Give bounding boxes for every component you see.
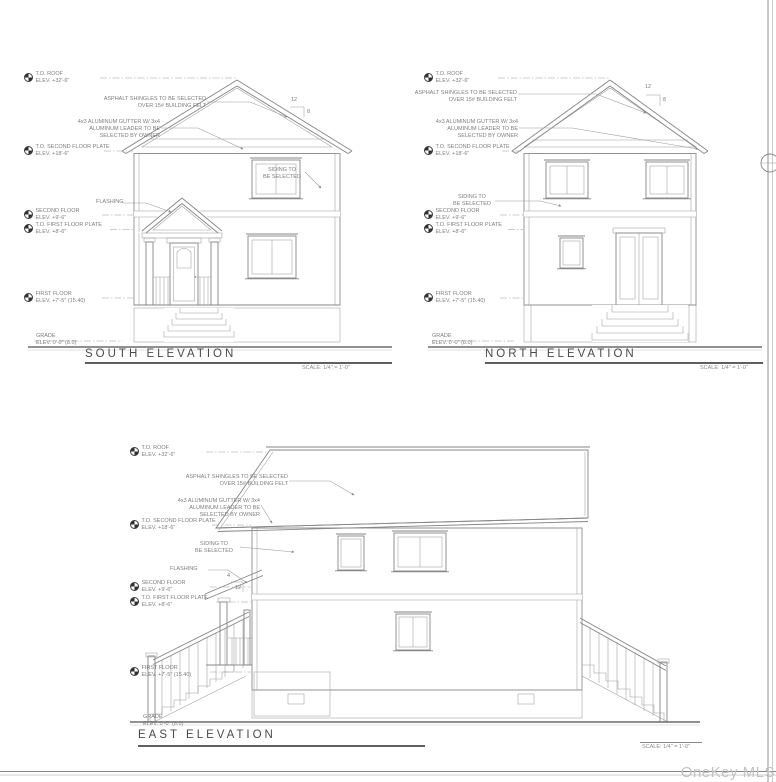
south-to-roof-label: T.O. ROOF ELEV. +32'-6" bbox=[24, 71, 69, 84]
east-first-floor-label: FIRST FLOOR ELEV. +7'-5" (15.40) bbox=[130, 665, 191, 678]
elevation-marker-icon bbox=[24, 210, 33, 219]
east-shingles-note: ASPHALT SHINGLES TO BE SELECTED OVER 15# BUILDING FELT bbox=[185, 474, 288, 488]
east-second-floor-label: SECOND FLOOR ELEV. +9'-6" bbox=[130, 580, 186, 593]
north-siding-note: SIDING TO BE SELECTED bbox=[453, 194, 491, 208]
east-porch-pitch-rise: 4 bbox=[227, 573, 231, 579]
onekey-mls-watermark: OneKey MLS bbox=[680, 764, 775, 781]
south-second-floor-label: SECOND FLOOR ELEV. +9'-6" bbox=[24, 208, 80, 221]
elevation-marker-icon bbox=[130, 667, 139, 676]
elevation-marker-icon bbox=[130, 597, 139, 606]
east-to-roof-label: T.O. ROOF ELEV. +32'-6" bbox=[130, 445, 175, 458]
south-gutter-note: 4x3 ALUMINUM GUTTER W/ 3x4 ALUMINUM LEADER TO BE SELECTED BY OWNER bbox=[77, 119, 160, 140]
north-first-plate-label: T.O. FIRST FLOOR PLATE ELEV. +8'-6" bbox=[424, 222, 502, 235]
elevation-marker-icon bbox=[424, 73, 433, 82]
elevation-marker-icon bbox=[130, 447, 139, 456]
east-scale-rule bbox=[640, 742, 702, 743]
north-to-roof-label: T.O. ROOF ELEV. +32'-6" bbox=[424, 71, 469, 84]
elevation-marker-icon bbox=[24, 293, 33, 302]
south-title-rule bbox=[85, 362, 392, 364]
east-first-plate-label: T.O. FIRST FLOOR PLATE ELEV. +8'-6" bbox=[130, 595, 208, 608]
elevation-marker-icon bbox=[424, 146, 433, 155]
east-grade-label: GRADE ELEV. 0'-0" (8.0) bbox=[143, 714, 184, 728]
east-elevation-drawing bbox=[130, 447, 700, 725]
north-second-floor-label: SECOND FLOOR ELEV. +9'-6" bbox=[424, 208, 480, 221]
elevation-marker-icon bbox=[424, 210, 433, 219]
south-siding-note: SIDING TO BE SELECTED bbox=[263, 167, 301, 181]
north-title-rule bbox=[485, 362, 763, 364]
north-shingles-note: ASPHALT SHINGLES TO BE SELECTED OVER 15# BUILDING FELT bbox=[414, 90, 517, 104]
south-shingles-note: ASPHALT SHINGLES TO BE SELECTED OVER 15# BUILDING FELT bbox=[103, 96, 206, 110]
east-second-plate-label: T.O. SECOND FLOOR PLATE ELEV. +18'-6" bbox=[130, 518, 216, 531]
elevation-marker-icon bbox=[130, 582, 139, 591]
elevation-marker-icon bbox=[24, 73, 33, 82]
elevation-marker-icon bbox=[424, 224, 433, 233]
south-first-plate-label: T.O. FIRST FLOOR PLATE ELEV. +8'-6" bbox=[24, 222, 102, 235]
elevation-marker-icon bbox=[24, 224, 33, 233]
east-elevation-title: EAST ELEVATION bbox=[138, 729, 276, 741]
east-scale-note: SCALE: 1/4" = 1'-0" bbox=[642, 744, 690, 750]
elevation-marker-icon bbox=[130, 520, 139, 529]
south-elevation-title: SOUTH ELEVATION bbox=[85, 348, 237, 360]
south-scale-note: SCALE: 1/4" = 1'-0" bbox=[302, 365, 350, 371]
north-gutter-note: 4x3 ALUMINUM GUTTER W/ 3x4 ALUMINUM LEADER TO BE SELECTED BY OWNER bbox=[435, 119, 518, 140]
north-grade-label: GRADE ELEV. 0'-0" (8.0) bbox=[432, 333, 473, 347]
south-roof-pitch-run: 12 bbox=[291, 97, 298, 103]
north-second-plate-label: T.O. SECOND FLOOR PLATE ELEV. +18'-6" bbox=[424, 144, 510, 157]
east-gutter-note: 4x3 ALUMINUM GUTTER W/ 3x4 ALUMINUM LEADER TO BE SELECTED BY OWNER bbox=[177, 498, 260, 519]
south-flashing-note: FLASHING bbox=[96, 199, 124, 205]
north-roof-pitch-run: 12 bbox=[645, 84, 652, 90]
north-scale-note: SCALE: 1/4" = 1'-0" bbox=[700, 365, 748, 371]
east-siding-note: SIDING TO BE SELECTED bbox=[195, 541, 233, 555]
north-elevation-title: NORTH ELEVATION bbox=[485, 348, 637, 360]
south-first-floor-label: FIRST FLOOR ELEV. +7'-5" (15.40) bbox=[24, 291, 85, 304]
east-title-rule bbox=[138, 745, 425, 747]
elevation-marker-icon bbox=[424, 293, 433, 302]
east-flashing-note: FLASHING bbox=[170, 566, 198, 572]
south-roof-pitch-rise: 8 bbox=[307, 109, 311, 115]
south-grade-label: GRADE ELEV. 0'-0" (8.0) bbox=[36, 333, 77, 347]
elevation-marker-icon bbox=[24, 146, 33, 155]
north-first-floor-label: FIRST FLOOR ELEV. +7'-5" (15.40) bbox=[424, 291, 485, 304]
north-roof-pitch-rise: 8 bbox=[663, 97, 667, 103]
south-second-plate-label: T.O. SECOND FLOOR PLATE ELEV. +18'-6" bbox=[24, 144, 110, 157]
east-porch-pitch-run: 12 bbox=[235, 585, 242, 591]
